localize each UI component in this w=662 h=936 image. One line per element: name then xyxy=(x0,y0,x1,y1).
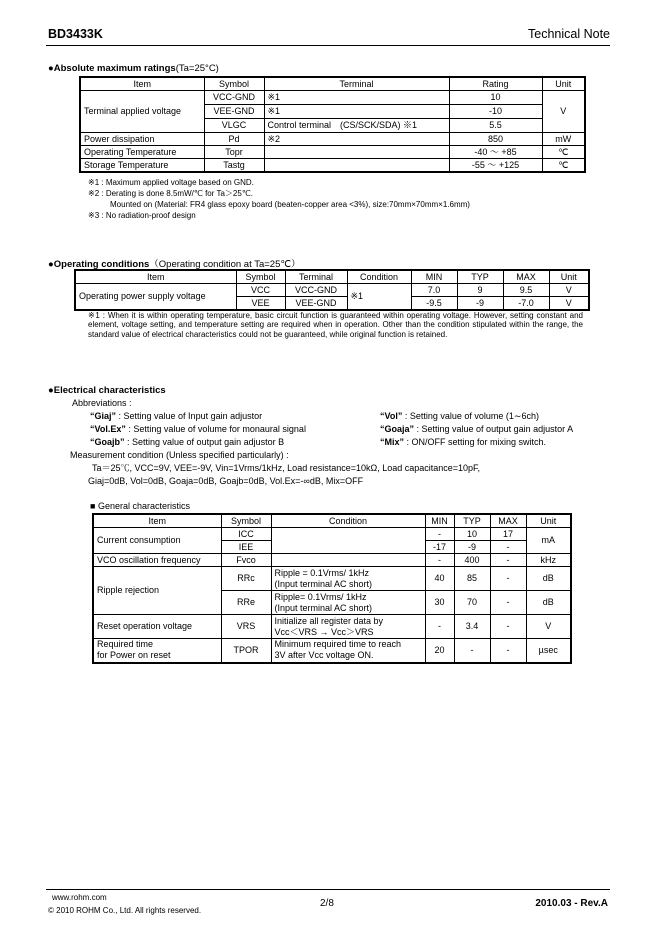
unit-cell: V xyxy=(549,284,589,297)
typ-cell: 400 xyxy=(454,554,490,567)
unit-cell: ℃ xyxy=(542,146,585,159)
abbrev-giaj: “Giaj” : Setting value of Input gain adjustor xyxy=(90,411,263,421)
max-cell: - xyxy=(490,615,526,639)
op-cond-heading: ●Operating conditions（Operating condition at Ta=25℃） xyxy=(48,259,301,270)
rating-cell: -40 ～ +85 xyxy=(449,146,542,159)
table-row xyxy=(75,284,589,297)
header-cell: Unit xyxy=(542,77,585,91)
table-row xyxy=(93,615,571,639)
condition-cell: Minimum required time to reach 3V after Vcc voltage ON. xyxy=(271,639,425,663)
header-cell: Condition xyxy=(347,270,411,284)
min-cell: - xyxy=(425,554,454,567)
elec-title: Electrical characteristics xyxy=(53,385,166,396)
footer-copyright: © 2010 ROHM Co., Ltd. All rights reserved. xyxy=(48,906,202,915)
table-row xyxy=(93,639,571,663)
min-cell: 30 xyxy=(425,591,454,615)
header-cell: MIN xyxy=(425,514,454,528)
item-cell: VCO oscillation frequency xyxy=(93,554,221,567)
item-cell: Reset operation voltage xyxy=(93,615,221,639)
terminal-cell xyxy=(264,146,449,159)
table-header-row xyxy=(93,514,571,528)
terminal-cell: ※1 xyxy=(264,105,449,119)
item-cell: Operating Temperature xyxy=(80,146,204,159)
abbrev-label: Abbreviations : xyxy=(72,398,132,408)
abs-max-note-1: ※1 : Maximum applied voltage based on GND. xyxy=(88,178,254,187)
min-cell: 20 xyxy=(425,639,454,663)
terminal-cell: Control terminal (CS/SCK/SDA) ※1 xyxy=(264,119,449,133)
min-cell: - xyxy=(425,528,454,541)
abs-max-note-2: ※2 : Derating is done 8.5mW/℃ for Ta＞25℃. xyxy=(88,189,254,198)
rating-cell: -55 ～ +125 xyxy=(449,159,542,173)
header-cell: TYP xyxy=(457,270,503,284)
condition-cell xyxy=(271,554,425,567)
unit-cell: kHz xyxy=(526,554,571,567)
table-header-row xyxy=(80,77,585,91)
header-cell: MIN xyxy=(411,270,457,284)
item-cell: Required time for Power on reset xyxy=(93,639,221,663)
meas-line-2: Giaj=0dB, Vol=0dB, Goaja=0dB, Goajb=0dB, Vol.Ex=-∞dB, Mix=OFF xyxy=(88,476,364,486)
table-row xyxy=(93,554,571,567)
item-cell: Power dissipation xyxy=(80,133,204,146)
header-cell: Item xyxy=(75,270,236,284)
header-cell: Unit xyxy=(549,270,589,284)
abs-max-note-4: ※3 : No radiation-proof design xyxy=(88,211,196,220)
general-char-table xyxy=(92,513,572,664)
symbol-cell: VEE-GND xyxy=(204,105,264,119)
unit-cell: mW xyxy=(542,133,585,146)
item-cell: Storage Temperature xyxy=(80,159,204,173)
condition-cell: Ripple = 0.1Vrms/ 1kHz (Input terminal AC short) xyxy=(271,567,425,591)
typ-cell: - xyxy=(454,639,490,663)
symbol-cell: IEE xyxy=(221,541,271,554)
header-cell: Rating xyxy=(449,77,542,91)
abs-max-heading: ●Absolute maximum ratings(Ta=25°C) xyxy=(48,63,219,74)
header-cell: MAX xyxy=(490,514,526,528)
max-cell: - xyxy=(490,639,526,663)
terminal-cell xyxy=(264,159,449,173)
max-cell: 9.5 xyxy=(503,284,549,297)
meas-label: Measurement condition (Unless specified particularly) : xyxy=(70,450,289,460)
min-cell: 7.0 xyxy=(411,284,457,297)
unit-cell: V xyxy=(542,91,585,133)
typ-cell: 3.4 xyxy=(454,615,490,639)
unit-cell: µsec xyxy=(526,639,571,663)
unit-cell: mA xyxy=(526,528,571,554)
unit-cell: V xyxy=(549,297,589,311)
max-cell: - xyxy=(490,541,526,554)
symbol-cell: VLGC xyxy=(204,119,264,133)
item-cell: Ripple rejection xyxy=(93,567,221,615)
header-cell: Symbol xyxy=(204,77,264,91)
item-cell: Operating power supply voltage xyxy=(75,284,236,311)
min-cell: -17 xyxy=(425,541,454,554)
header-cell: Terminal xyxy=(264,77,449,91)
table-row xyxy=(80,133,585,146)
condition-cell: Initialize all register data by Vcc＜VRS → Vcc＞VRS xyxy=(271,615,425,639)
symbol-cell: Tastg xyxy=(204,159,264,173)
header-cell: MAX xyxy=(503,270,549,284)
symbol-cell: VCC xyxy=(236,284,285,297)
symbol-cell: VRS xyxy=(221,615,271,639)
unit-cell: dB xyxy=(526,591,571,615)
general-title: General characteristics xyxy=(97,501,190,511)
header-cell: Symbol xyxy=(236,270,285,284)
terminal-cell: ※1 xyxy=(264,91,449,105)
rating-cell: 850 xyxy=(449,133,542,146)
abbrev-mix: “Mix” : ON/OFF setting for mixing switch. xyxy=(380,437,547,447)
condition-cell: Ripple= 0.1Vrms/ 1kHz (Input terminal AC short) xyxy=(271,591,425,615)
max-cell: - xyxy=(490,554,526,567)
op-cond-title: Operating conditions xyxy=(53,259,150,270)
symbol-cell: VCC-GND xyxy=(204,91,264,105)
symbol-cell: Topr xyxy=(204,146,264,159)
header-cell: Condition xyxy=(271,514,425,528)
meas-line-1: Ta＝25℃, VCC=9V, VEE=-9V, Vin=1Vrms/1kHz, Load resistance=10kΩ, Load capacitance=10pF, xyxy=(92,463,481,473)
header-cell: Item xyxy=(80,77,204,91)
symbol-cell: Pd xyxy=(204,133,264,146)
abs-max-note-3: Mounted on (Material: FR4 glass epoxy board (beaten-copper area <3%), size:70mm×70mm×1.6mm) xyxy=(110,200,470,209)
abbrev-volex: “Vol.Ex” : Setting value of volume for monaural signal xyxy=(90,424,306,434)
table-row xyxy=(80,159,585,173)
general-heading xyxy=(90,500,190,513)
unit-cell: V xyxy=(526,615,571,639)
typ-cell: 10 xyxy=(454,528,490,541)
op-cond-cond: （Operating condition at Ta=25℃） xyxy=(149,259,301,270)
header-divider xyxy=(46,45,610,46)
table-row xyxy=(93,567,571,591)
item-cell: Current consumption xyxy=(93,528,221,554)
min-cell: 40 xyxy=(425,567,454,591)
symbol-cell: ICC xyxy=(221,528,271,541)
page-number: 2/8 xyxy=(320,898,334,909)
rating-cell: -10 xyxy=(449,105,542,119)
footer-url[interactable]: www.rohm.com xyxy=(52,893,107,902)
abbrev-vol: “Vol” : Setting value of volume (1∼6ch) xyxy=(380,411,539,421)
revision: 2010.03 - Rev.A xyxy=(535,898,608,909)
header-cell: Symbol xyxy=(221,514,271,528)
min-cell: -9.5 xyxy=(411,297,457,311)
abbrev-goajb: “Goajb” : Setting value of output gain adjustor B xyxy=(90,437,285,447)
table-row xyxy=(80,146,585,159)
item-cell: Terminal applied voltage xyxy=(80,91,204,133)
abbrev-goaja: “Goaja” : Setting value of output gain adjustor A xyxy=(380,424,574,434)
typ-cell: -9 xyxy=(457,297,503,311)
elec-heading: ●Electrical characteristics xyxy=(48,385,166,396)
op-cond-table xyxy=(74,269,590,311)
table-row xyxy=(80,91,585,105)
terminal-cell: ※2 xyxy=(264,133,449,146)
max-cell: 17 xyxy=(490,528,526,541)
unit-cell: ℃ xyxy=(542,159,585,173)
symbol-cell: RRe xyxy=(221,591,271,615)
min-cell: - xyxy=(425,615,454,639)
symbol-cell: TPOR xyxy=(221,639,271,663)
op-cond-note: ※1 : When it is within operating temperature, basic circuit function is guaranteed within operating voltage. However, setting constant and element, voltage setting, and temperature setting are required when in operation. Other than the condition stipulated within the range, the standard value of electrical characteristics could not be guaranteed, while original function is retained. xyxy=(88,311,583,339)
max-cell: - xyxy=(490,567,526,591)
typ-cell: 9 xyxy=(457,284,503,297)
typ-cell: -9 xyxy=(454,541,490,554)
header-cell: Unit xyxy=(526,514,571,528)
header-cell: TYP xyxy=(454,514,490,528)
terminal-cell: VCC-GND xyxy=(285,284,347,297)
table-header-row xyxy=(75,270,589,284)
typ-cell: 70 xyxy=(454,591,490,615)
rating-cell: 10 xyxy=(449,91,542,105)
abs-max-title: Absolute maximum ratings xyxy=(53,63,176,74)
symbol-cell: VEE xyxy=(236,297,285,311)
unit-cell: dB xyxy=(526,567,571,591)
max-cell: -7.0 xyxy=(503,297,549,311)
symbol-cell: Fvco xyxy=(221,554,271,567)
abs-max-cond: (Ta=25°C) xyxy=(175,63,219,74)
typ-cell: 85 xyxy=(454,567,490,591)
max-cell: - xyxy=(490,591,526,615)
header-cell: Item xyxy=(93,514,221,528)
footer-divider xyxy=(46,889,610,890)
rating-cell: 5.5 xyxy=(449,119,542,133)
condition-cell xyxy=(271,528,425,554)
abs-max-table xyxy=(79,76,586,173)
doc-type: Technical Note xyxy=(528,27,610,41)
terminal-cell: VEE-GND xyxy=(285,297,347,311)
symbol-cell: RRc xyxy=(221,567,271,591)
header-cell: Terminal xyxy=(285,270,347,284)
model-number: BD3433K xyxy=(48,27,103,41)
condition-cell: ※1 xyxy=(347,284,411,311)
square-bullet-icon: ■ xyxy=(90,501,96,511)
table-row xyxy=(93,528,571,541)
